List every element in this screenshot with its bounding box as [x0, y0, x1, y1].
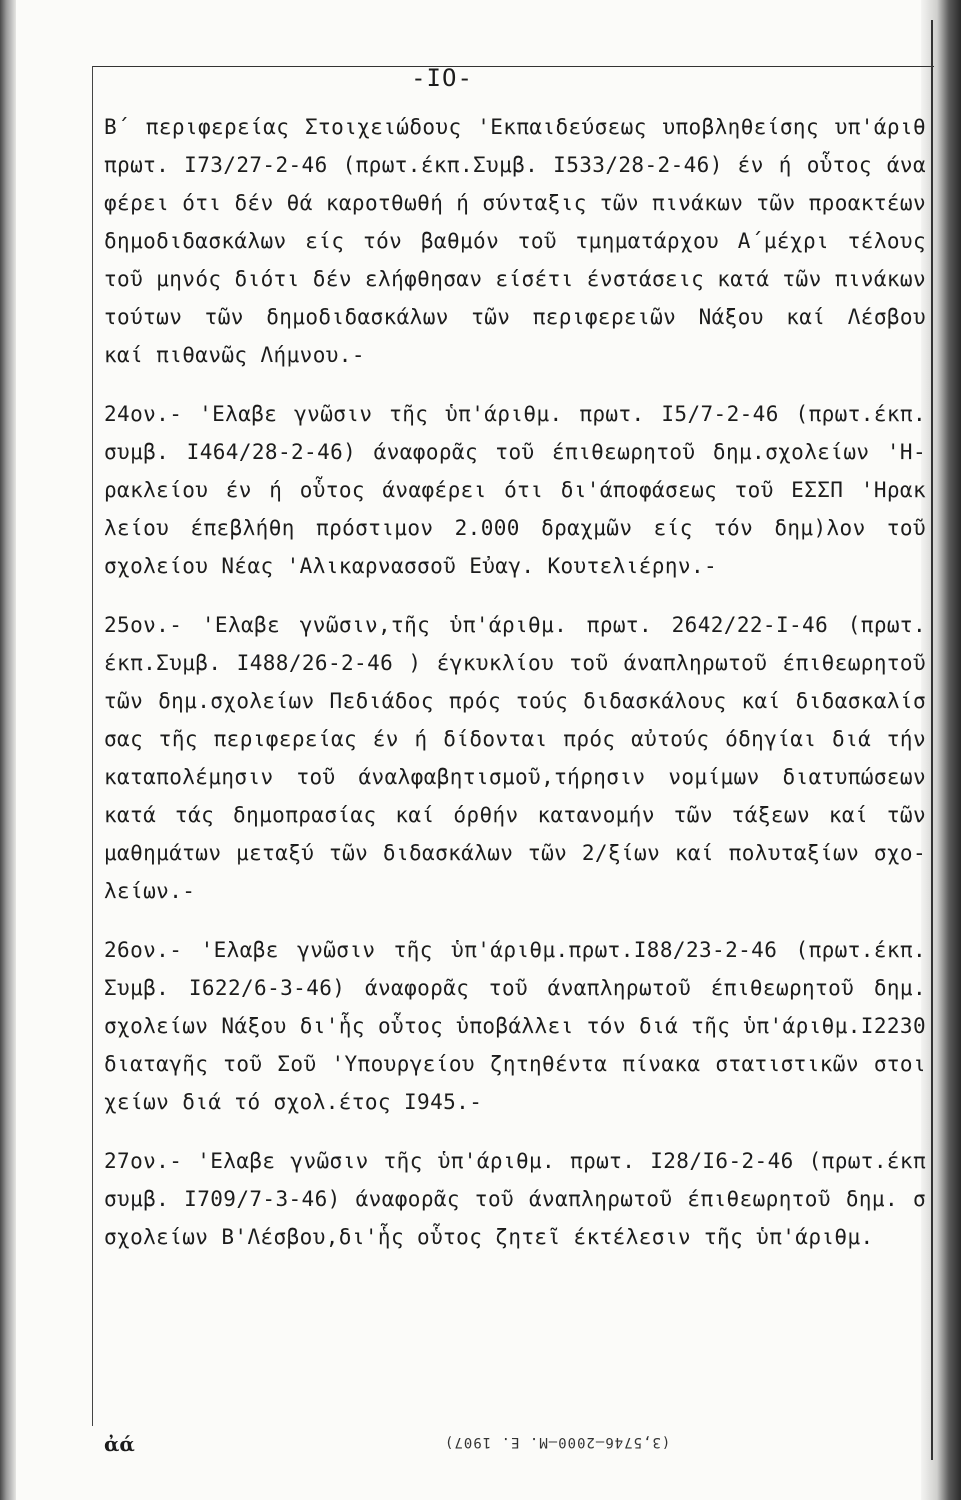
paragraph-item-24 — [104, 395, 926, 585]
paragraph-gap — [104, 585, 926, 606]
text-line: τῶν δημ.σχολείων Πεδιάδος πρός τούς διδασκάλους καί διδασκαλίσ — [104, 689, 926, 713]
paragraph-gap — [104, 910, 926, 931]
scan-binding-shadow — [0, 0, 16, 1500]
text-line: έκπ.Συμβ. I488/26-2-46 ) έγκυκλίου τοῦ άναπληρωτοῦ έπιθεωρητοῦ — [104, 651, 926, 675]
text-line: καταπολέμησιν τοῦ άναλφαβητισμοῦ,τήρησιν νομίμων διατυπώσεων — [104, 765, 926, 789]
frame-rule-top — [92, 66, 934, 67]
text-line: σας τῆς περιφερείας έν ή δίδονται πρός αὐτούς όδηγίαι διά τήν — [104, 727, 926, 751]
text-line: ρακλείου έν ή οὗτος άναφέρει ότι δι'άποφάσεως τοῦ ΕΣΣΠ 'Ηρακ — [104, 478, 926, 502]
paragraph-continuation — [104, 108, 926, 374]
paragraph-item-26 — [104, 931, 926, 1121]
document-body — [104, 108, 926, 1256]
text-line: καί πιθανῶς Λήμνου.- — [104, 343, 365, 367]
text-line: Β΄ περιφερείας Στοιχειώδους 'Εκπαιδεύσεως υποβληθείσης υπ'άριθ — [104, 115, 926, 139]
text-line: σχολείου Νέας 'Αλικαρνασσοῦ Εὐαγ. Κουτελιέρην.- — [104, 554, 718, 578]
text-line: πρωτ. I73/27-2-46 (πρωτ.έκπ.Συμβ. I533/28-2-46) έν ή οὗτος άνα — [104, 153, 926, 177]
paragraph-item-25 — [104, 606, 926, 910]
text-line: συμβ. I464/28-2-46) άναφορᾶς τοῦ έπιθεωρητοῦ δημ.σχολείων 'Η- — [104, 440, 926, 464]
text-line: 25ον.- 'Ελαβε γνῶσιν,τῆς ὑπ'άριθμ. πρωτ. 2642/22-I-46 (πρωτ. — [104, 613, 926, 637]
footer-mark: ἀά — [104, 1432, 135, 1456]
paragraph-gap — [104, 1121, 926, 1142]
text-line: συμβ. I709/7-3-46) άναφορᾶς τοῦ άναπληρωτοῦ έπιθεωρητοῦ δημ. σ — [104, 1187, 926, 1211]
footer-print-note: (3,5746—2000—Μ. Ε. 1907) — [444, 1434, 671, 1450]
frame-rule-right — [931, 20, 933, 1460]
text-line: σχολείων Β'Λέσβου,δι'ἧς οὗτος ζητεῖ έκτέλεσιν τῆς ὑπ'άριθμ. — [104, 1225, 874, 1249]
text-line: χείων διά τό σχολ.έτος I945.- — [104, 1090, 483, 1114]
text-line: λείων.- — [104, 879, 196, 903]
text-line: 26ον.- 'Ελαβε γνῶσιν τῆς ὑπ'άριθμ.πρωτ.I88/23-2-46 (πρωτ.έκπ. — [104, 938, 926, 962]
scan-edge-shadow — [921, 0, 961, 1500]
page-number: -IO- — [411, 64, 473, 92]
paragraph-item-27 — [104, 1142, 926, 1256]
text-line: δημοδιδασκάλων είς τόν βαθμόν τοῦ τμηματάρχου Α΄μέχρι τέλους — [104, 229, 926, 253]
text-line: 27ον.- 'Ελαβε γνῶσιν τῆς ὑπ'άριθμ. πρωτ. I28/I6-2-46 (πρωτ.έκπ — [104, 1149, 926, 1173]
text-line: τοῦ μηνός διότι δέν ελήφθησαν είσέτι ένστάσεις κατά τῶν πινάκων — [104, 267, 926, 291]
text-line: σχολείων Νάξου δι'ἧς οὗτος ὑποβάλλει τόν διά τῆς ὑπ'άριθμ.I2230 — [104, 1014, 926, 1038]
frame-rule-left — [92, 66, 93, 1426]
text-line: Συμβ. I622/6-3-46) άναφορᾶς τοῦ άναπληρωτοῦ έπιθεωρητοῦ δημ. — [104, 976, 926, 1000]
text-line: τούτων τῶν δημοδιδασκάλων τῶν περιφερειῶν Νάξου καί Λέσβου — [104, 305, 926, 329]
text-line: λείου έπεβλήθη πρόστιμον 2.000 δραχμῶν είς τόν δημ)λον τοῦ — [104, 516, 926, 540]
text-line: κατά τάς δημοπρασίας καί όρθήν κατανομήν τῶν τάξεων καί τῶν — [104, 803, 926, 827]
paragraph-gap — [104, 374, 926, 395]
text-line: φέρει ότι δέν θά καροτθωθή ή σύνταξις τῶν πινάκων τῶν προακτέων — [104, 191, 926, 215]
text-line: 24ον.- 'Ελαβε γνῶσιν τῆς ὑπ'άριθμ. πρωτ. I5/7-2-46 (πρωτ.έκπ. — [104, 402, 926, 426]
text-line: διαταγῆς τοῦ Σοῦ 'Υπουργείου ζητηθέντα πίνακα στατιστικῶν στοι — [104, 1052, 926, 1076]
text-line: μαθημάτων μεταξύ τῶν διδασκάλων τῶν 2/ξίων καί πολυταξίων σχο- — [104, 841, 926, 865]
